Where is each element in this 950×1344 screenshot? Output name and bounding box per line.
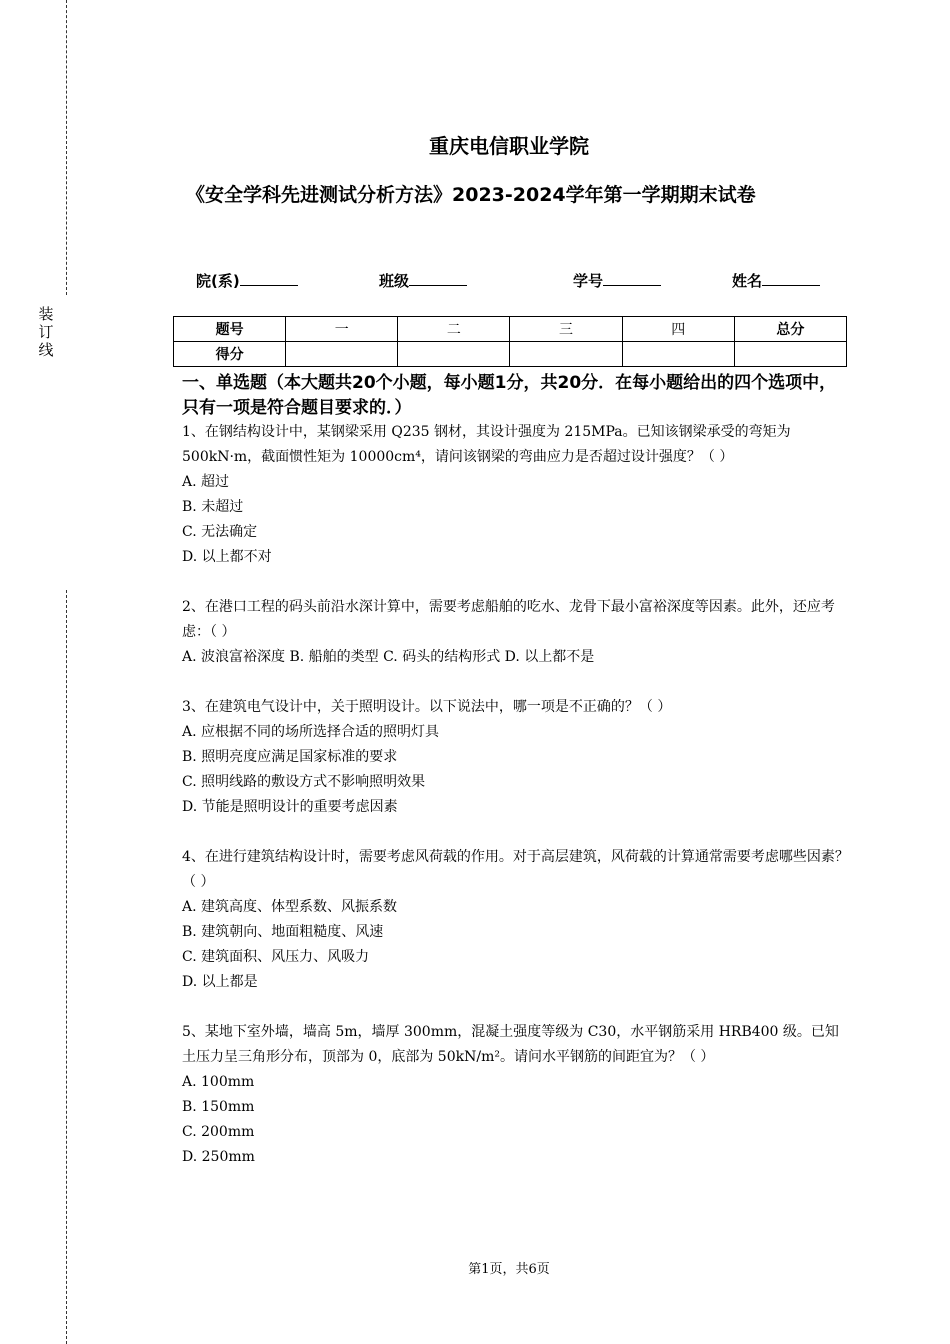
class-label: 班级 [379,272,410,290]
score-cell-blank[interactable] [510,342,622,367]
score-cell-header: 四 [622,317,734,342]
answer-option[interactable]: A. 100mm [182,1074,255,1090]
department-label: 院(系) [196,272,240,290]
class-field[interactable] [379,270,467,291]
name-blank[interactable] [762,271,820,286]
student-info-row [0,270,950,294]
student-id-blank[interactable] [603,271,661,286]
student-id-label: 学号 [573,272,604,290]
question-4 [182,845,852,995]
question-list [182,420,852,1170]
binding-char: 订 [38,323,54,341]
answer-option[interactable]: D. 节能是照明设计的重要考虑因素 [182,799,398,815]
question-spacer [182,820,852,845]
binding-char: 线 [38,341,54,359]
answer-option[interactable]: C. 无法确定 [182,524,258,540]
answer-option[interactable]: B. 建筑朝向、地面粗糙度、风速 [182,924,384,940]
score-row-label: 得分 [174,342,286,367]
answer-option[interactable]: D. 以上都不对 [182,549,272,565]
answer-option[interactable]: A. 应根据不同的场所选择合适的照明灯具 [182,724,440,740]
score-cell-blank[interactable] [398,342,510,367]
department-field[interactable] [196,270,298,291]
score-table-header-row [174,317,847,342]
answer-option[interactable]: C. 建筑面积、风压力、风吸力 [182,949,370,965]
department-blank[interactable] [240,271,298,286]
question-5 [182,1020,852,1170]
answer-option[interactable]: C. 200mm [182,1124,255,1140]
question-stem: 5、某地下室外墙，墙高 5m，墙厚 300mm，混凝土强度等级为 C30，水平钢筋采用 HRB400 级。已知土压力呈三角形分布，顶部为 0，底部为 50kN/m²。请问水平钢筋的间距宜为？（ ） [182,1024,839,1065]
score-table-score-row [174,342,847,367]
question-spacer [182,670,852,695]
exam-title: 《安全学科先进测试分析方法》2023-2024学年第一学期期末试卷 [186,184,756,206]
binding-dashed-line-bottom [66,590,67,1344]
score-cell-blank[interactable] [622,342,734,367]
answer-option[interactable]: A. 波浪富裕深度 B. 船舶的类型 C. 码头的结构形式 D. 以上都不是 [182,649,595,665]
score-cell-header: 一 [286,317,398,342]
name-field[interactable] [732,270,820,291]
score-cell-header: 题号 [174,317,286,342]
answer-option[interactable]: D. 以上都是 [182,974,258,990]
school-title: 重庆电信职业学院 [429,134,589,158]
answer-option[interactable]: A. 建筑高度、体型系数、风振系数 [182,899,398,915]
question-stem: 2、在港口工程的码头前沿水深计算中，需要考虑船舶的吃水、龙骨下最小富裕深度等因素。此外，还应考虑：（ ） [182,599,835,640]
class-blank[interactable] [409,271,467,286]
binding-label [36,305,56,359]
question-stem: 4、在进行建筑结构设计时，需要考虑风荷载的作用。对于高层建筑，风荷载的计算通常需要考虑哪些因素？（ ） [182,849,849,890]
score-cell-header: 总分 [734,317,846,342]
score-cell-header: 二 [398,317,510,342]
answer-option[interactable]: B. 150mm [182,1099,255,1115]
question-3 [182,695,852,820]
score-cell-header: 三 [510,317,622,342]
section-heading: 一、单选题（本大题共20个小题，每小题1分，共20分．在每小题给出的四个选项中，只有一项是符合题目要求的．） [182,373,837,418]
score-table [173,316,847,367]
score-cell-blank[interactable] [734,342,846,367]
answer-option[interactable]: C. 照明线路的敷设方式不影响照明效果 [182,774,426,790]
question-1 [182,420,852,570]
question-stem: 3、在建筑电气设计中，关于照明设计。以下说法中，哪一项是不正确的？（ ） [182,699,672,715]
answer-option[interactable]: D. 250mm [182,1149,255,1165]
question-2 [182,595,852,670]
page-number: 第1页，共6页 [468,1262,550,1277]
question-spacer [182,995,852,1020]
question-spacer [182,570,852,595]
name-label: 姓名 [732,272,763,290]
score-cell-blank[interactable] [286,342,398,367]
answer-option[interactable]: B. 照明亮度应满足国家标准的要求 [182,749,398,765]
question-stem: 1、在钢结构设计中，某钢梁采用 Q235 钢材，其设计强度为 215MPa。已知该钢梁承受的弯矩为 500kN·m，截面惯性矩为 10000cm⁴，请问该钢梁的弯曲应力是否超过设计强度？（ ） [182,424,791,465]
answer-option[interactable]: A. 超过 [182,474,230,490]
answer-option[interactable]: B. 未超过 [182,499,244,515]
binding-char: 装 [38,305,54,323]
student-id-field[interactable] [573,270,661,291]
